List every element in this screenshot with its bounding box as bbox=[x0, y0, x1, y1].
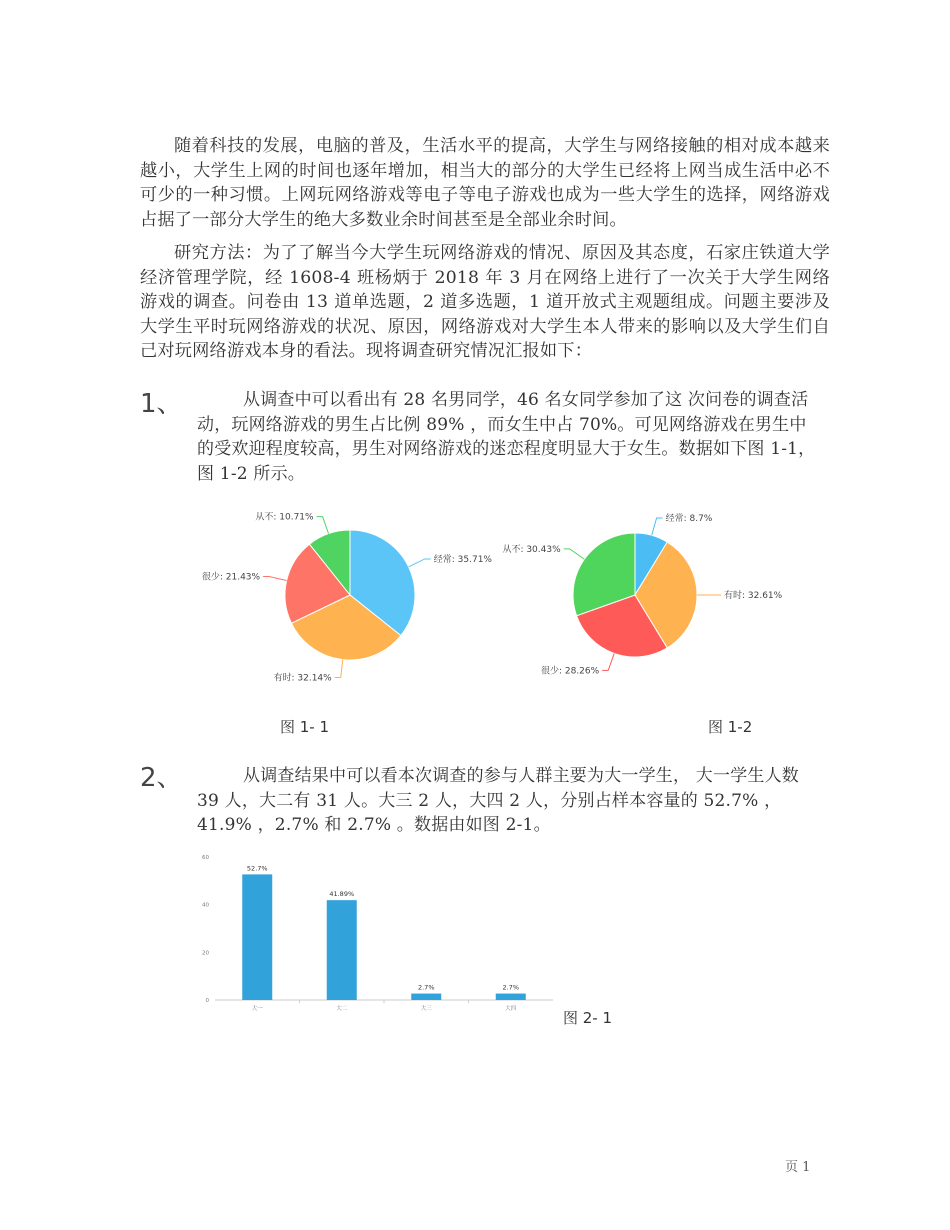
pie-label: 很少: 21.43% bbox=[201, 572, 261, 583]
section-2-text: 从调查结果中可以看本次调查的参与人群主要为大一学生， 大一学生人数 39 人，大二有 31 人。大三 2 人，大四 2 人，分别占样本容量的 52.7% ，41.9% ，2.7% 和 2.7% 。数据由如图 2-1。 bbox=[197, 766, 800, 836]
pie-leader-line bbox=[263, 577, 287, 581]
pie-label: 很少: 28.26% bbox=[540, 666, 600, 677]
figure-1-2-caption: 图 1-2 bbox=[708, 718, 753, 736]
intro-paragraph-1: 随着科技的发展，电脑的普及，生活水平的提高，大学生与网络接触的相对成本越来越小，大学生上网的时间也逐年增加，相当大的部分的大学生已经将上网当成生活中必不可少的一种习惯。上网玩网络游戏等电子等电子游戏也成为一些大学生的选择，网络游戏占据了一部分大学生的绝大多数业余时间甚至是全部业余时间。 bbox=[140, 136, 830, 230]
y-tick-label: 20 bbox=[202, 950, 209, 957]
bar-大一 bbox=[242, 874, 272, 1000]
y-tick-label: 40 bbox=[202, 902, 209, 909]
pie-label: 经常: 8.7% bbox=[665, 513, 713, 524]
pie-label: 从不: 10.71% bbox=[255, 512, 314, 523]
pie-chart-2 bbox=[502, 505, 805, 695]
x-tick-label: 大三 bbox=[420, 1006, 432, 1012]
x-tick-label: 大四 bbox=[505, 1006, 517, 1012]
y-tick-label: 0 bbox=[205, 998, 209, 1004]
figure-2-1-caption: 图 2- 1 bbox=[563, 1009, 613, 1027]
pie-leader-line bbox=[652, 518, 663, 535]
pie-label: 从不: 30.43% bbox=[502, 544, 561, 555]
bar-value-label: 2.7% bbox=[502, 983, 520, 992]
bar-value-label: 41.89% bbox=[329, 890, 355, 899]
bar-大二 bbox=[327, 900, 357, 1000]
pie-label: 有时: 32.14% bbox=[273, 673, 332, 684]
pie-label: 有时: 32.61% bbox=[724, 591, 783, 602]
bar-value-label: 2.7% bbox=[417, 983, 435, 992]
pie-label: 经常: 35.71% bbox=[433, 554, 492, 565]
bar-chart bbox=[195, 850, 565, 1020]
x-tick-label: 大一 bbox=[251, 1006, 263, 1012]
bar-大四 bbox=[496, 994, 526, 1000]
pie-chart-1 bbox=[195, 505, 515, 695]
section-1-text: 从调查中可以看出有 28 名男同学，46 名女同学参加了这 次问卷的调查活动，玩网络游戏的男生占比例 89% ，而女生中占 70%。可见网络游戏在男生中的受欢迎程度较高，男生对网络游戏的迷恋程度明显大于女生。数据如下图 1-1，图 1-2 所示。 bbox=[197, 390, 816, 484]
page-number: 页 1 bbox=[785, 1160, 811, 1175]
bar-大三 bbox=[411, 994, 441, 1000]
pie-leader-line bbox=[335, 660, 343, 678]
y-tick-label: 60 bbox=[202, 855, 209, 861]
figure-1-1-caption: 图 1- 1 bbox=[280, 718, 330, 736]
pie-leader-line bbox=[317, 517, 329, 534]
pie-leader-line bbox=[602, 653, 614, 670]
intro-paragraph-2: 研究方法：为了了解当今大学生玩网络游戏的情况、原因及其态度，石家庄铁道大学经济管理学院，经 1608-4 班杨炳于 2018 年 3 月在网络上进行了一次关于大学生网络游戏的调查。问卷由 13 道单选题，2 道多选题，1 道开放式主观题组成。问题主要涉及大学生平时玩网络游戏的状况、原因，网络游戏对大学生本人带来的影响以及大学生们自己对玩网络游戏本身的看法。现将调查研究情况汇报如下： bbox=[140, 243, 830, 362]
x-tick-label: 大二 bbox=[336, 1006, 348, 1012]
pie-leader-line bbox=[409, 559, 431, 567]
pie-leader-line bbox=[564, 549, 585, 559]
bar-value-label: 52.7% bbox=[246, 864, 268, 873]
section-2-number: 2、 bbox=[140, 763, 183, 793]
section-1-number: 1、 bbox=[140, 389, 183, 419]
